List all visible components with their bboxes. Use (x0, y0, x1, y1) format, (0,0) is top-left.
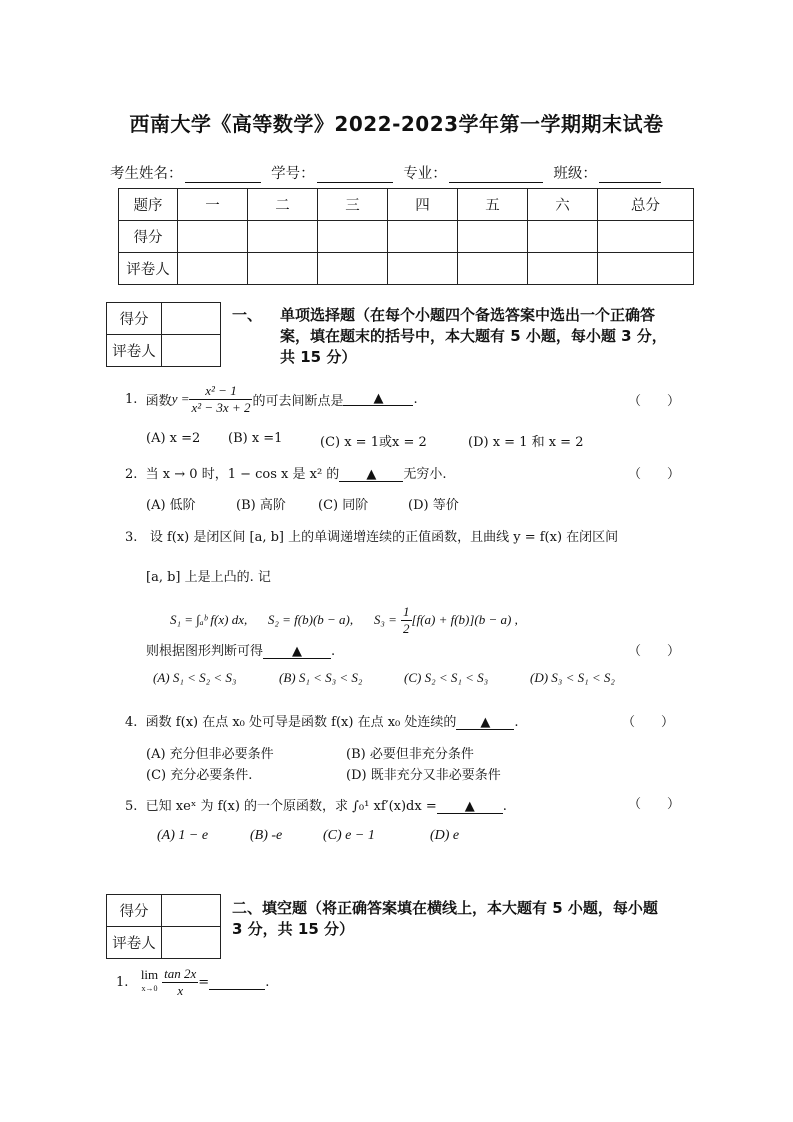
fraction (189, 383, 252, 416)
triangle-icon: ▲ (373, 391, 384, 406)
question-4 (125, 711, 519, 730)
option-a: (A) 低阶 (146, 498, 196, 513)
score-cell[interactable] (458, 221, 528, 253)
score-label: 得分 (107, 303, 162, 335)
grader-label: 评卷人 (107, 335, 162, 367)
option-d: (D) 等价 (408, 498, 459, 513)
question-3-line1 (125, 526, 618, 545)
fraction-numerator: 1 (403, 603, 410, 619)
question-text: 无穷小. (403, 467, 447, 482)
question-number: 3. (125, 530, 138, 545)
score-cell[interactable] (178, 221, 248, 253)
major-label: 专业： (403, 166, 447, 182)
option-a: (A) 充分但非必要条件 (146, 747, 274, 762)
header-cell: 题序 (119, 189, 178, 221)
question-text: . (413, 391, 418, 407)
option-a: (A) S₁ < S₂ < S₃ (153, 670, 237, 685)
question-text: 的可去间断点是 (252, 393, 344, 409)
answer-blank[interactable] (343, 392, 413, 406)
grader-cell[interactable] (598, 253, 694, 285)
answer-blank[interactable] (339, 468, 403, 482)
score-cell[interactable] (318, 221, 388, 253)
question-text: . (502, 799, 507, 814)
option-a: (A) 1 − e (157, 828, 209, 843)
option-b: (B) -e (250, 828, 283, 843)
section2-grader-box (106, 894, 221, 959)
question-3-line4 (146, 640, 335, 659)
header-cell: 三 (318, 189, 388, 221)
fraction-denominator: x² − 3x + 2 (191, 399, 251, 415)
major-blank (449, 168, 543, 183)
answer-blank[interactable] (456, 716, 514, 730)
grader-cell[interactable] (528, 253, 598, 285)
score-cell[interactable] (598, 221, 694, 253)
score-cell[interactable] (528, 221, 598, 253)
option-d: (D) x = 1 和 x = 2 (468, 435, 584, 450)
question-number: 2. (125, 467, 138, 482)
lim-text: lim (140, 967, 159, 982)
grader-row (119, 253, 694, 285)
math-expr: S₁ = ∫ₐᵇ f(x) dx, (170, 612, 248, 627)
section1-heading (280, 305, 690, 368)
answer-paren[interactable]: （ ） (628, 467, 681, 482)
option-b: (B) 高阶 (236, 498, 286, 513)
grader-cell[interactable] (318, 253, 388, 285)
class-label: 班级： (553, 166, 597, 182)
option-d: (D) S₃ < S₁ < S₂ (530, 670, 615, 685)
question-3-line2: [a, b] 上是上凸的. 记 (146, 570, 271, 585)
score-cell[interactable] (162, 895, 221, 927)
fraction-numerator: x² − 1 (189, 383, 252, 400)
question-text: . (331, 644, 336, 659)
grader-cell[interactable] (388, 253, 458, 285)
question-3-formulas (170, 602, 518, 638)
header-cell: 二 (248, 189, 318, 221)
score-table-header-row (119, 189, 694, 221)
question-text: 当 x → 0 时，1 − cos x 是 x² 的 (145, 467, 340, 482)
grader-cell[interactable] (162, 335, 221, 367)
math-expr: = (198, 974, 210, 990)
option-b: (B) x =1 (228, 431, 283, 446)
question-number: 1. (116, 974, 129, 990)
option-d: (D) 既非充分又非必要条件 (346, 768, 501, 783)
option-d: (D) e (430, 828, 460, 843)
question-number: 1. (125, 391, 138, 407)
answer-paren[interactable]: （ ） (628, 797, 681, 812)
section1-number: 一、 (232, 306, 263, 324)
name-label: 考生姓名： (110, 166, 183, 182)
score-cell[interactable] (248, 221, 318, 253)
class-blank (599, 168, 661, 183)
answer-blank[interactable] (437, 800, 503, 814)
question-text: 已知 xeˣ 为 f(x) 的一个原函数，求 ∫₀¹ xf′(x)dx = (145, 799, 437, 814)
score-label: 得分 (107, 895, 162, 927)
fraction-denominator: x (177, 982, 184, 998)
section1-heading-line: 单项选择题（在每个小题四个备选答案中选出一个正确答 (280, 306, 656, 324)
answer-paren[interactable]: （ ） (628, 644, 681, 659)
name-blank (185, 168, 261, 183)
option-c: (C) e − 1 (323, 828, 375, 843)
triangle-icon: ▲ (292, 644, 303, 659)
student-info-line (110, 162, 690, 183)
section1-grader-box (106, 302, 221, 367)
grader-cell[interactable] (248, 253, 318, 285)
row-label: 评卷人 (119, 253, 178, 285)
score-row (119, 221, 694, 253)
fill-question-1 (116, 962, 269, 1002)
header-cell: 五 (458, 189, 528, 221)
question-2 (125, 463, 446, 482)
question-text: 设 f(x) 是闭区间 [a, b] 上的单调递增连续的正值函数，且曲线 y = f(x) 在闭区间 (149, 530, 619, 545)
math-expr: [f(a) + f(b)](b − a) , (411, 612, 518, 627)
section2-heading (232, 898, 702, 940)
option-b: (B) S₁ < S₃ < S₂ (279, 670, 363, 685)
header-cell: 总分 (598, 189, 694, 221)
triangle-icon: ▲ (464, 799, 475, 814)
option-c: (C) S₂ < S₁ < S₃ (404, 670, 489, 685)
limit-operator (141, 968, 158, 996)
lim-subscript: x→0 (141, 984, 158, 993)
header-cell: 六 (528, 189, 598, 221)
fraction-numerator: tan 2x (164, 965, 197, 981)
question-number: 4. (125, 715, 138, 730)
grader-cell[interactable] (178, 253, 248, 285)
id-label: 学号： (271, 166, 315, 182)
option-c: (C) 同阶 (318, 498, 369, 513)
id-blank (317, 168, 393, 183)
fraction (162, 966, 198, 999)
row-label: 得分 (119, 221, 178, 253)
option-c: (C) 充分必要条件. (146, 768, 253, 783)
grader-cell[interactable] (458, 253, 528, 285)
math-expr: y = (171, 391, 190, 406)
header-cell: 一 (178, 189, 248, 221)
question-number: 5. (125, 799, 138, 814)
grader-cell[interactable] (162, 927, 221, 959)
question-text: . (514, 715, 519, 730)
fraction (401, 604, 412, 637)
option-a: (A) x =2 (146, 431, 201, 446)
score-cell[interactable] (162, 303, 221, 335)
section2-heading-line: 二、填空题（将正确答案填在横线上，本大题有 5 小题，每小题 (232, 899, 658, 917)
math-expr: S₃ = (373, 612, 397, 627)
option-c: (C) x = 1或x = 2 (320, 435, 427, 450)
question-text: 函数 (145, 393, 172, 409)
score-cell[interactable] (388, 221, 458, 253)
math-expr: S₂ = f(b)(b − a), (267, 612, 354, 627)
question-5 (125, 795, 507, 814)
page-title: 西南大学《高等数学》2022-2023学年第一学期期末试卷 (129, 112, 664, 136)
score-table (118, 188, 694, 285)
question-text: 函数 f(x) 在点 x₀ 处可导是函数 f(x) 在点 x₀ 处连续的 (145, 715, 457, 730)
triangle-icon: ▲ (480, 715, 491, 730)
question-text: 则根据图形判断可得 (146, 644, 264, 659)
option-b: (B) 必要但非充分条件 (346, 747, 474, 762)
section2-heading-line: 3 分，共 15 分） (232, 920, 354, 938)
answer-paren[interactable]: （ ） (628, 394, 681, 409)
section1-heading-line: 共 15 分） (280, 348, 357, 366)
answer-paren[interactable]: （ ） (622, 715, 675, 730)
triangle-icon: ▲ (366, 467, 377, 482)
question-1 (125, 380, 418, 418)
answer-blank[interactable] (263, 645, 331, 659)
header-cell: 四 (388, 189, 458, 221)
grader-label: 评卷人 (107, 927, 162, 959)
fraction-denominator: 2 (403, 620, 410, 636)
answer-blank[interactable] (209, 975, 265, 990)
question-text: . (265, 974, 270, 990)
section1-heading-line: 案，填在题末的括号中，本大题有 5 小题，每小题 3 分， (280, 327, 667, 345)
